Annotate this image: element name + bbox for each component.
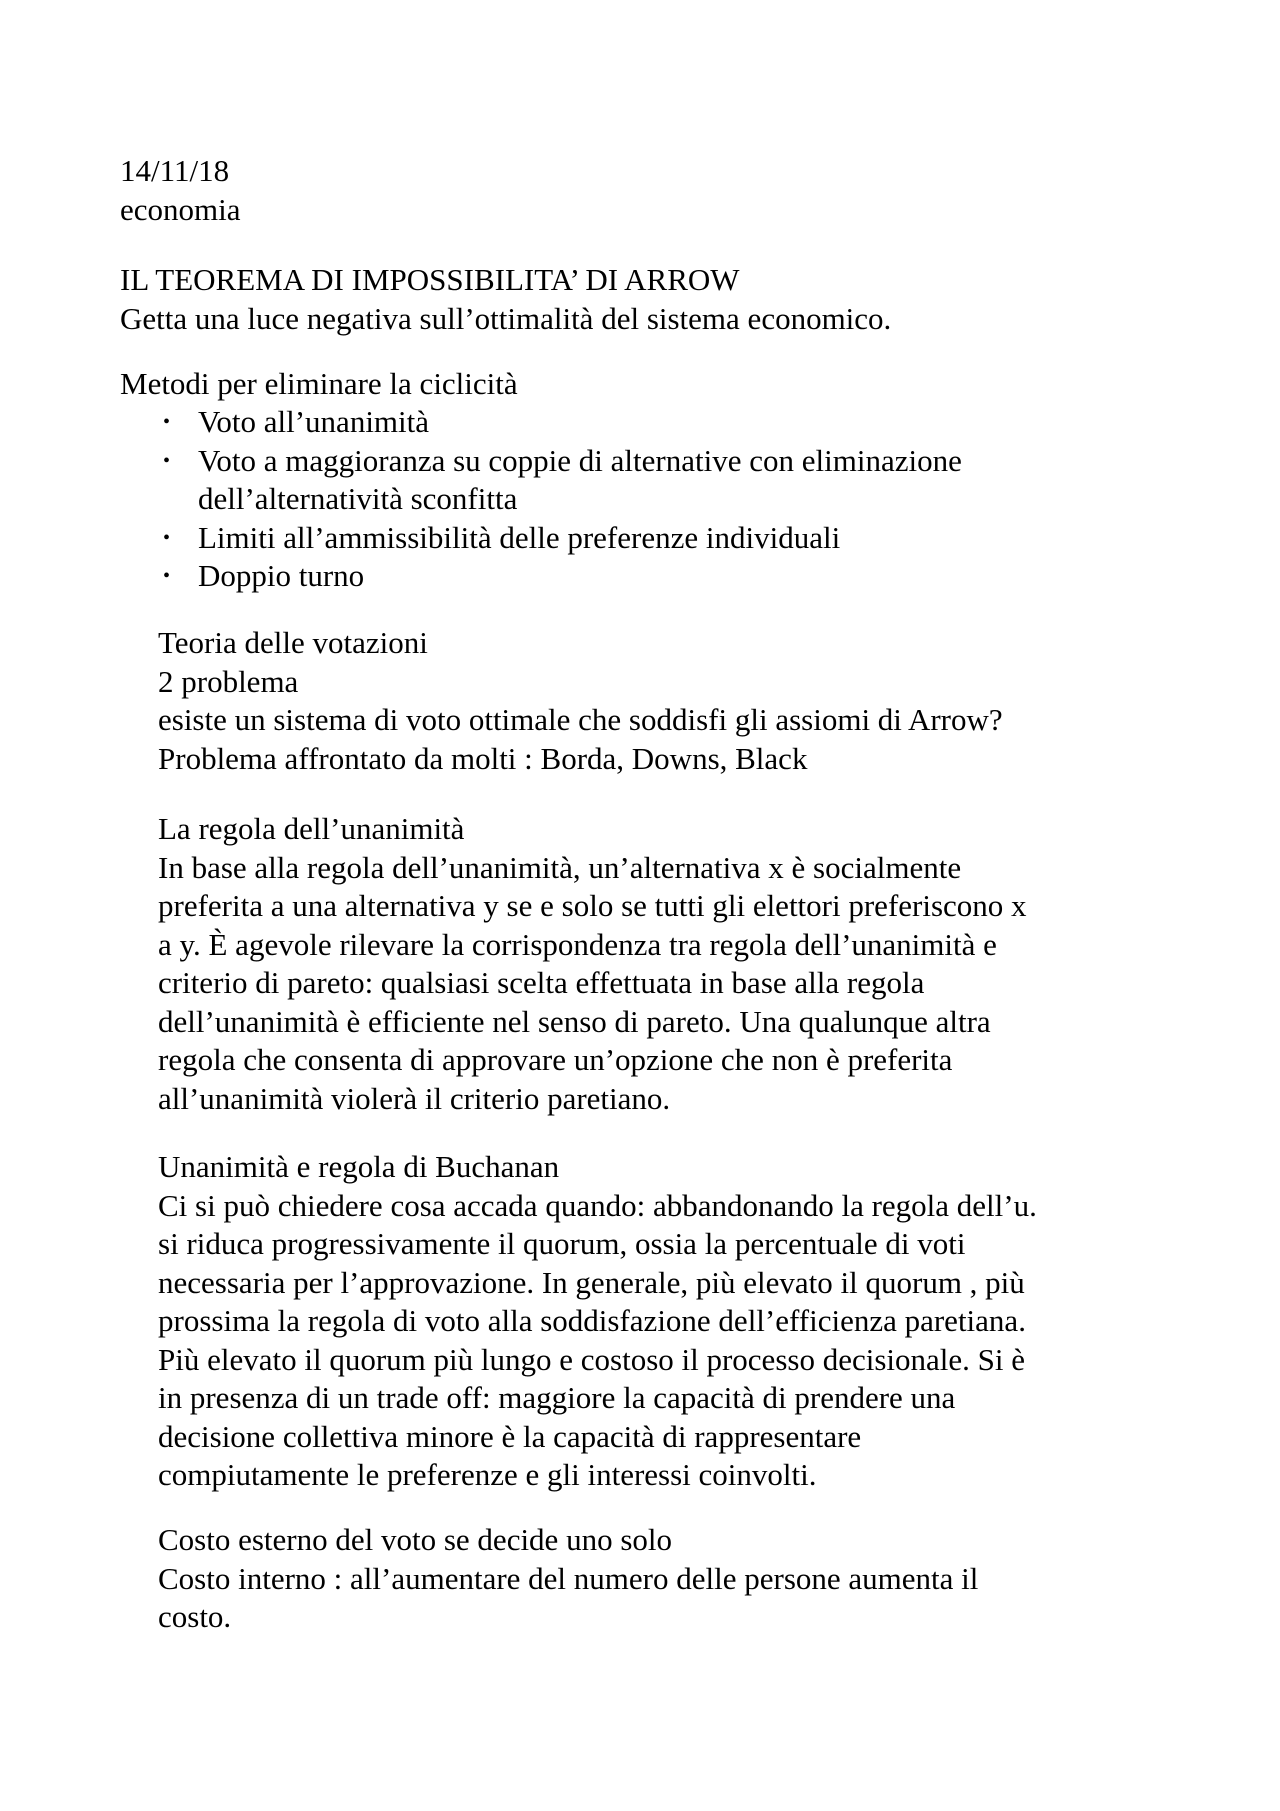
voting-theory-section [158,624,1168,778]
note-subject: economia [120,191,241,227]
paragraph-line: in presenza di un trade off: maggiore la capacità di prendere una [158,1380,956,1415]
unanimity-rule-section [158,810,1168,1118]
paragraph-line: preferita a una alternativa y se e solo se tutti gli elettori preferiscono x [158,888,1027,923]
paragraph-line: necessaria per l’approvazione. In generale, più elevato il quorum , più [158,1264,1025,1300]
buchanan-heading: Unanimità e regola di Buchanan [158,1149,560,1184]
bullet-icon: • [163,565,171,587]
paragraph-line: esiste un sistema di voto ottimale che soddisfi gli assiomi di Arrow? [158,702,1003,737]
note-date: 14/11/18 [120,153,230,188]
paragraph-line: all’unanimità violerà il criterio paretiano. [158,1080,671,1116]
paragraph-line: dell’unanimità è efficiente nel senso di pareto. Una qualunque altra [158,1003,991,1039]
list-item [120,442,1160,519]
list-item-text: Voto all’unanimità [198,404,430,439]
methods-heading: Metodi per eliminare la ciclicità [120,366,518,401]
paragraph-line: regola che consenta di approvare un’opzione che non è preferita [158,1042,953,1077]
costs-section [158,1521,1168,1637]
unanimity-rule-heading: La regola dell’unanimità [158,811,465,846]
list-item [120,403,1160,442]
paragraph-line: costo. [158,1599,232,1634]
paragraph-line: Ci si può chiedere cosa accada quando: abbandonando la regola dell’u. [158,1187,1037,1223]
paragraph-line: 2 problema [158,663,299,699]
list-item-text: Limiti all’ammissibilità delle preferenze individuali [198,519,841,555]
paragraph-line: Costo esterno del voto se decide uno solo [158,1522,672,1557]
paragraph-line: decisione collettiva minore è la capacità di rappresentare [158,1418,862,1454]
paragraph-line: compiutamente le preferenze e gli interessi coinvolti. [158,1457,817,1492]
paragraph-line: Più elevato il quorum più lungo e costoso il processo decisionale. Si è [158,1341,1026,1377]
bullet-icon: • [163,411,171,433]
paragraph-line: a y. È agevole rilevare la corrispondenza tra regola dell’unanimità e [158,926,997,962]
paragraph-line: si riduca progressivamente il quorum, ossia la percentuale di voti [158,1226,966,1261]
list-item [120,519,1160,558]
list-item [120,557,1160,596]
note-header [120,152,1160,229]
paragraph-line: Problema affrontato da molti : Borda, Downs, Black [158,740,808,776]
voting-theory-heading: Teoria delle votazioni [158,625,428,660]
list-item-text: Voto a maggioranza su coppie di alternative con eliminazione [198,442,962,478]
list-item-text: dell’alternatività sconfitta [198,481,518,516]
paragraph-line: prossima la regola di voto alla soddisfazione dell’efficienza paretiana. [158,1303,1026,1338]
paragraph-line: In base alla regola dell’unanimità, un’alternativa x è socialmente [158,849,962,885]
document-title: IL TEOREMA DI IMPOSSIBILITA’ DI ARROW [120,262,740,297]
paragraph-line: criterio di pareto: qualsiasi scelta effettuata in base alla regola [158,965,925,1000]
intro-text: Getta una luce negativa sull’ottimalità del sistema economico. [120,300,892,336]
bullet-icon: • [163,449,171,472]
methods-list [120,403,1160,596]
bullet-icon: • [163,526,171,549]
buchanan-section [158,1148,1168,1495]
paragraph-line: Costo interno : all’aumentare del numero delle persone aumenta il [158,1560,979,1596]
methods-section [120,365,1160,404]
list-item-text: Doppio turno [198,558,365,593]
intro-section [120,261,1160,338]
